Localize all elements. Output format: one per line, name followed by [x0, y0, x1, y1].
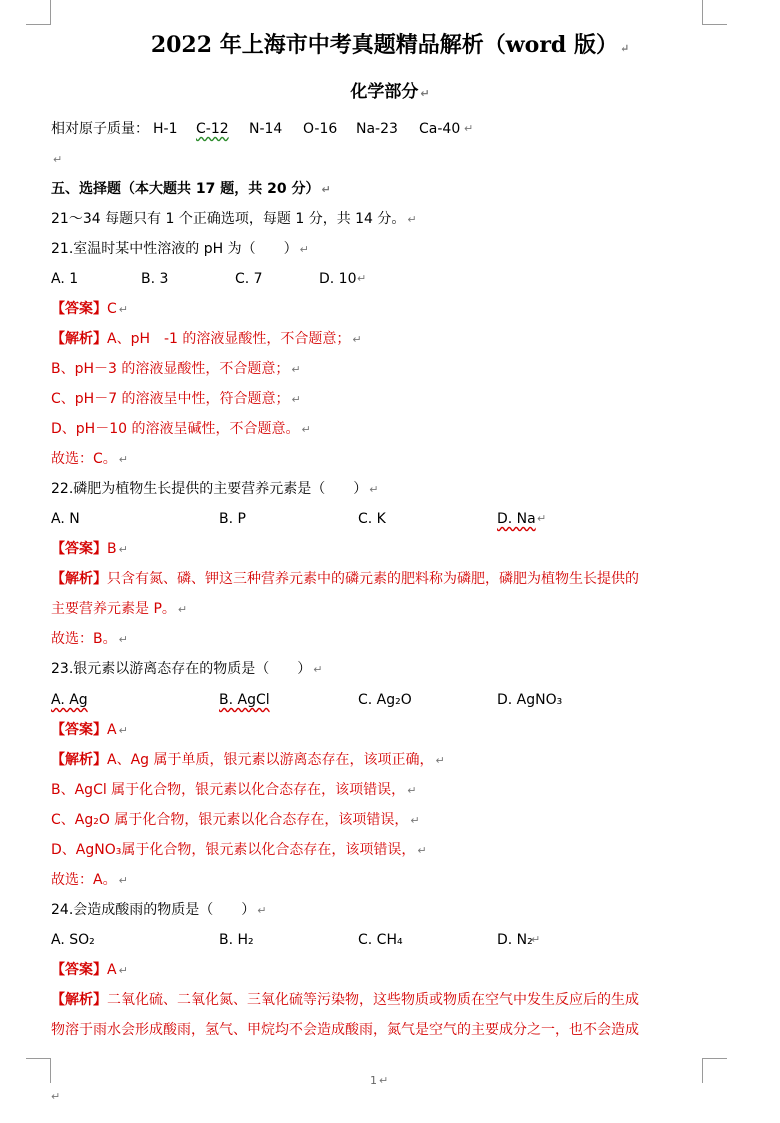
atomic-mass: H-1	[153, 121, 178, 137]
question-24-analysis: 【解析】二氧化硫、二氧化氮、三氧化硫等污染物，这些物质或物质在空气中发生反应后的生成	[51, 992, 639, 1008]
question-21-conclusion: 故选：C。 ↵	[51, 451, 128, 467]
atomic-mass: Ca-40	[419, 121, 461, 137]
question-22-stem: 22.磷肥为植物生长提供的主要营养元素是（ ） ↵	[51, 481, 379, 497]
atomic-mass: O-16	[303, 121, 338, 137]
option-c: C. 7	[235, 271, 263, 287]
atomic-mass: Na-23	[356, 121, 398, 137]
document-title: 2022 年上海市中考真题精品解析（word 版） ↵	[150, 32, 630, 58]
question-23-analysis: 【解析】A、Ag 属于单质，银元素以游离态存在，该项正确， ↵	[51, 752, 445, 768]
option-a: A. Ag	[51, 692, 88, 708]
margin-corner-top-right	[702, 0, 727, 25]
analysis-line: B、pH－3 的溶液显酸性，不合题意； ↵	[51, 361, 301, 377]
paragraph-mark: ↵	[51, 1090, 61, 1103]
section-note: 21～34 每题只有 1 个正确选项，每题 1 分，共 14 分。 ↵	[51, 211, 417, 227]
margin-corner-top-left	[26, 0, 51, 25]
question-22-analysis: 【解析】只含有氮、磷、钾这三种营养元素中的磷元素的肥料称为磷肥，磷肥为植物生长提供的	[51, 571, 639, 587]
atomic-mass: N-14	[249, 121, 283, 137]
question-21-analysis: 【解析】A、pH -1 的溶液显酸性，不合题意； ↵	[51, 331, 362, 347]
option-b: B. H₂	[219, 932, 254, 948]
question-21-answer: 【答案】C ↵	[51, 301, 128, 317]
document-subtitle: 化学部分 ↵	[350, 82, 430, 102]
question-23-answer: 【答案】A ↵	[51, 722, 128, 738]
question-23-stem: 23.银元素以游离态存在的物质是（ ） ↵	[51, 661, 323, 677]
option-d: D. N₂	[497, 932, 533, 948]
page-number: 1 ↵	[370, 1074, 389, 1087]
option-c: C. CH₄	[358, 932, 403, 948]
question-24-answer: 【答案】A ↵	[51, 962, 128, 978]
atomic-masses-line: 相对原子质量： H-1 C-12 N-14 O-16 Na-23 Ca-40 ↵	[51, 121, 474, 137]
analysis-line: D、pH－10 的溶液呈碱性，不合题意。 ↵	[51, 421, 311, 437]
atomic-mass: C-12	[196, 121, 229, 137]
option-a: A. N	[51, 511, 80, 527]
analysis-line: 主要营养元素是 P。 ↵	[51, 601, 188, 617]
option-b: B. AgCl	[219, 692, 270, 708]
analysis-line: 物溶于雨水会形成酸雨，氢气、甲烷均不会造成酸雨，氮气是空气的主要成分之一，也不会造成	[51, 1022, 639, 1038]
option-a: A. SO₂	[51, 932, 95, 948]
analysis-line: C、Ag₂O 属于化合物，银元素以化合态存在，该项错误， ↵	[51, 812, 420, 828]
empty-paragraph: ↵	[53, 153, 63, 166]
option-c: C. K	[358, 511, 386, 527]
analysis-line: B、AgCl 属于化合物，银元素以化合态存在，该项错误， ↵	[51, 782, 417, 798]
option-c: C. Ag₂O	[358, 692, 412, 708]
option-d: D. AgNO₃	[497, 692, 563, 708]
question-22-conclusion: 故选：B。 ↵	[51, 631, 128, 647]
option-d: D. 10	[319, 271, 357, 287]
question-21-stem: 21.室温时某中性溶液的 pH 为（ ） ↵	[51, 241, 309, 257]
margin-corner-bottom-left	[26, 1058, 51, 1083]
option-b: B. P	[219, 511, 246, 527]
margin-corner-bottom-right	[702, 1058, 727, 1083]
analysis-line: C、pH－7 的溶液呈中性，符合题意； ↵	[51, 391, 301, 407]
section-heading: 五、选择题（本大题共 17 题，共 20 分） ↵	[51, 181, 331, 197]
option-b: B. 3	[141, 271, 169, 287]
option-d: D. Na	[497, 511, 536, 527]
option-a: A. 1	[51, 271, 79, 287]
question-23-conclusion: 故选：A。 ↵	[51, 872, 128, 888]
analysis-line: D、AgNO₃属于化合物，银元素以化合态存在，该项错误， ↵	[51, 842, 427, 858]
question-24-stem: 24.会造成酸雨的物质是（ ） ↵	[51, 902, 267, 918]
question-22-answer: 【答案】B ↵	[51, 541, 128, 557]
